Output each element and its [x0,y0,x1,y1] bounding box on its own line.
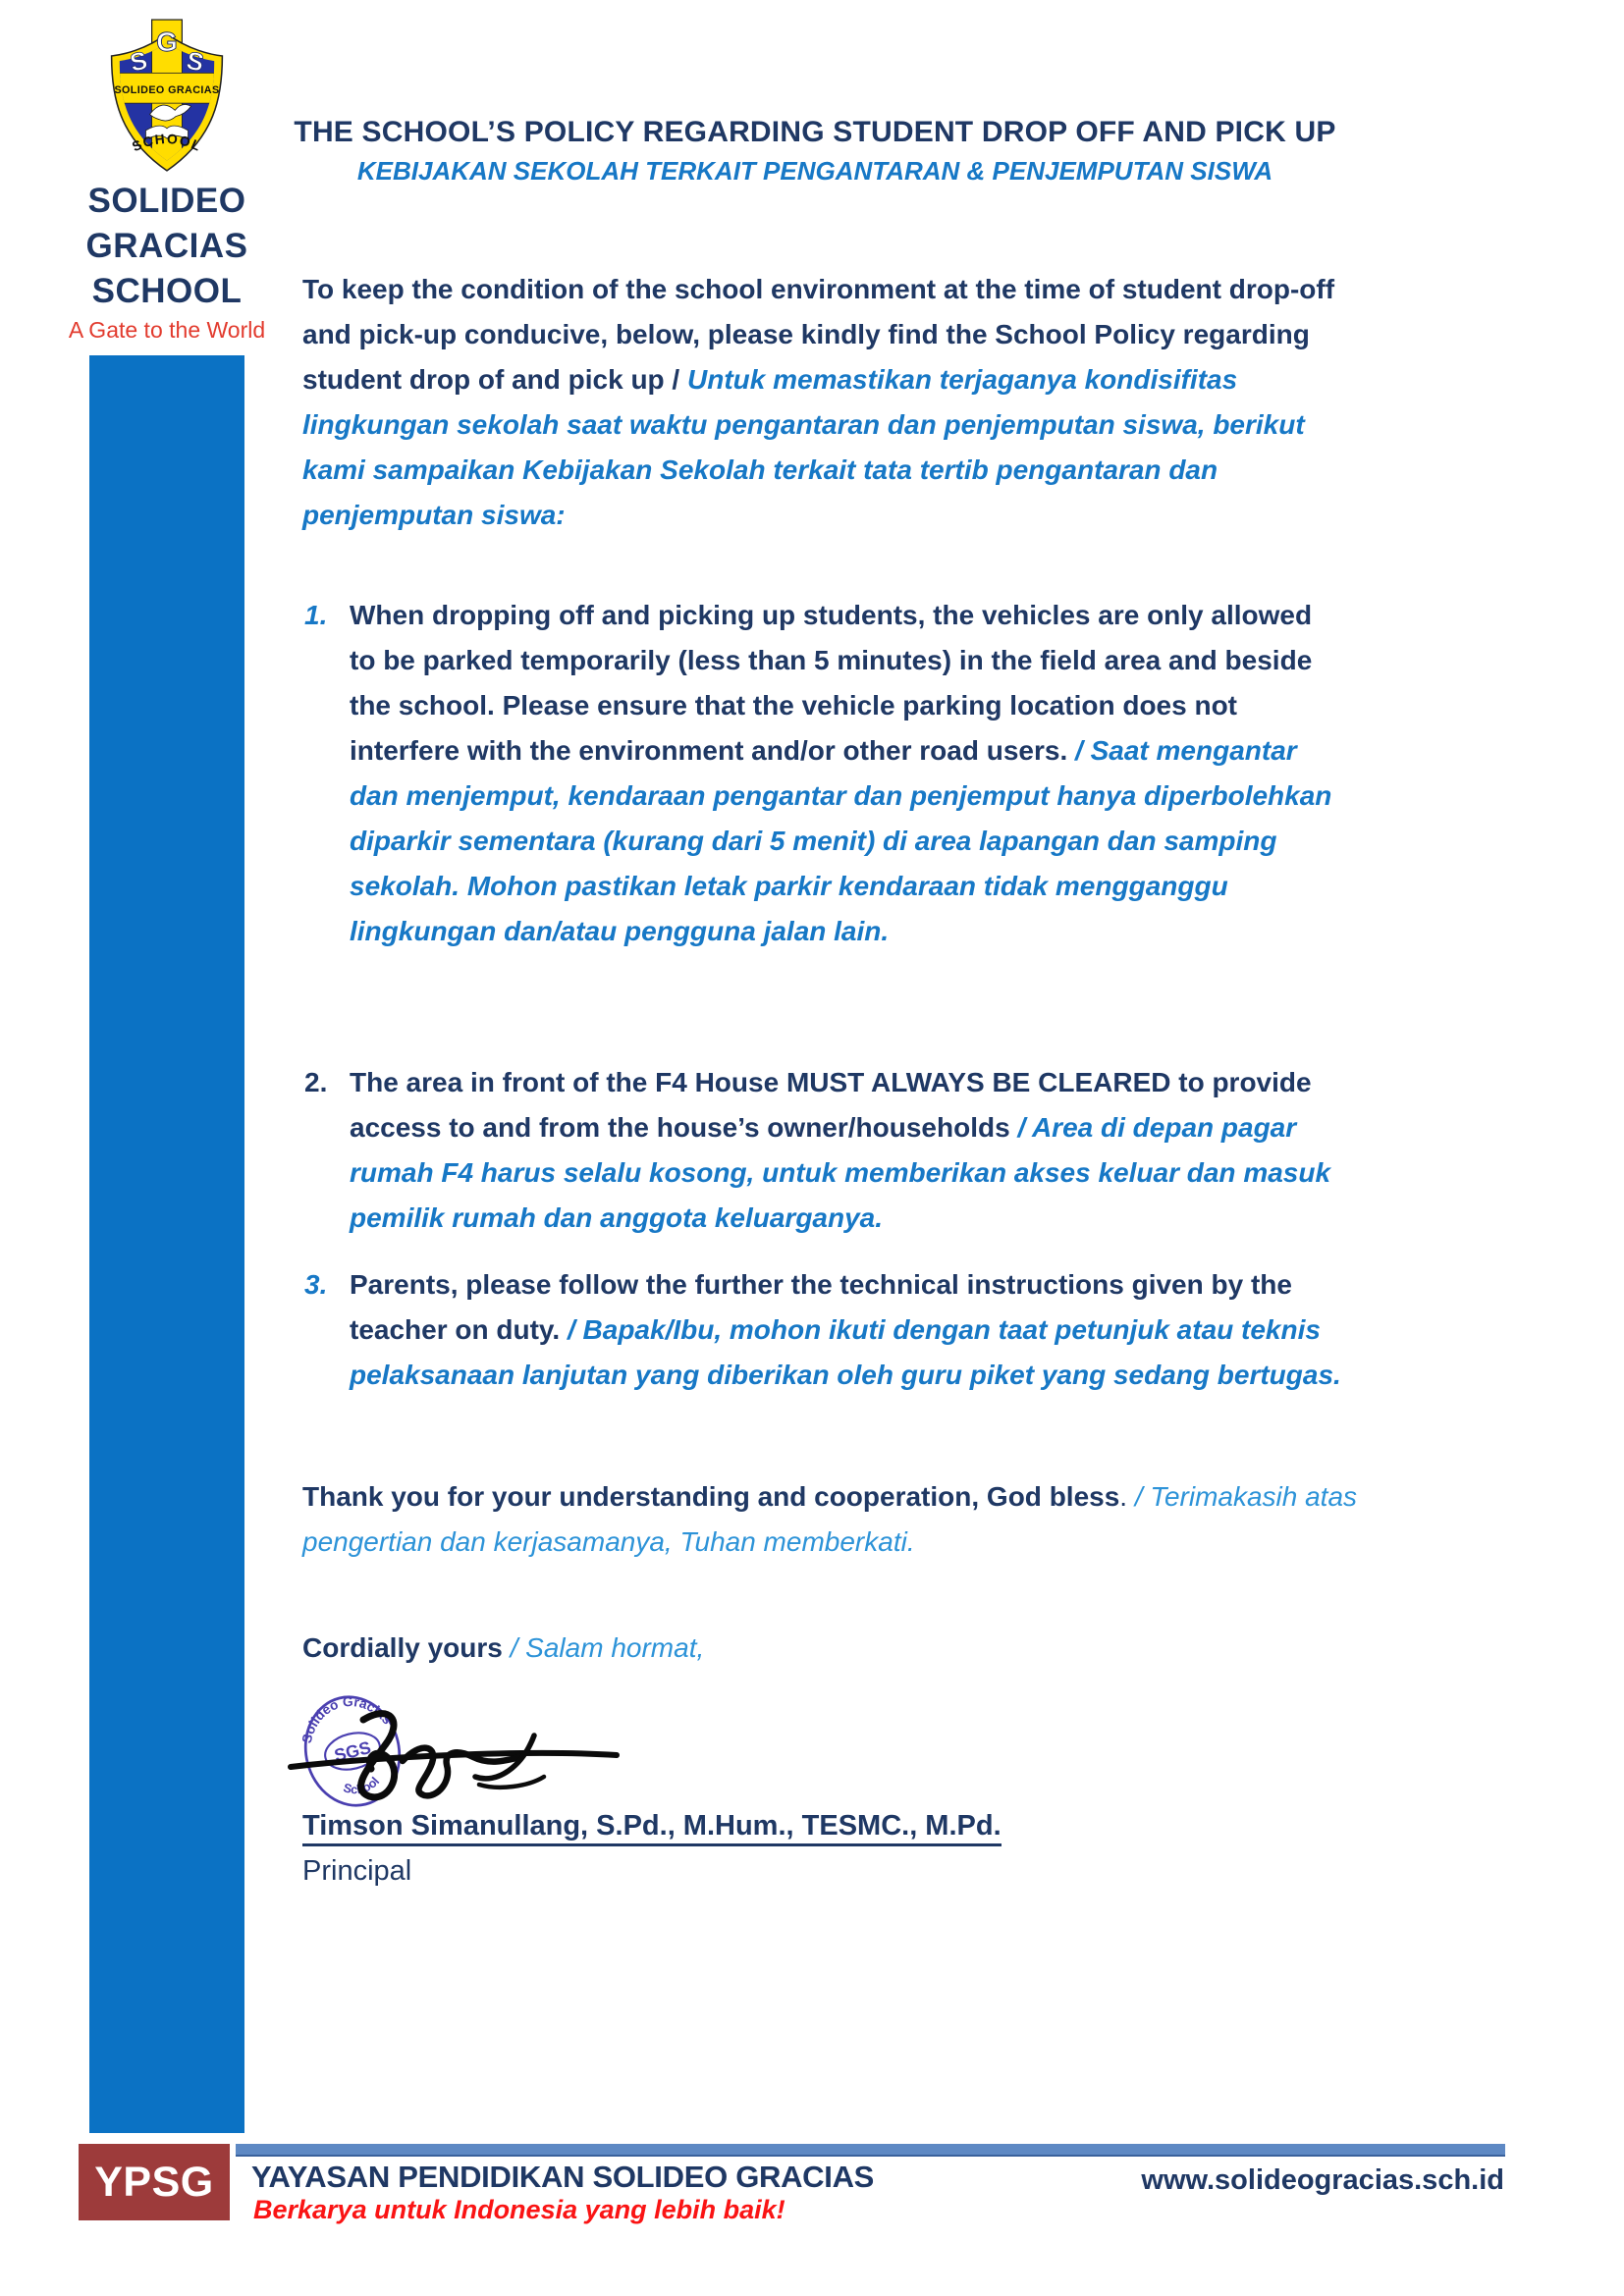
school-tagline: A Gate to the World [68,317,266,343]
closing-indonesian: Terimakasih atas pengertian dan kerjasamanya, Tuhan memberkati. [302,1481,1358,1557]
crest-band-text: SOLIDEO GRACIAS [114,83,220,96]
foundation-name: YAYASAN PENDIDIKAN SOLIDEO GRACIAS [251,2160,875,2194]
left-accent-bar [89,355,244,2133]
item-1-english: When dropping off and picking up students, the vehicles are only allowed to be parked temporarily (less than 5 minutes) in the field area and beside the school. Please ensure that the vehicle parking location does not interfere with the environment and/or other road users. [350,600,1313,766]
item-2-english: The area in front of the F4 House MUST ALWAYS BE CLEARED to provide access to and from the house’s owner/households [350,1067,1312,1143]
intro-indonesian: Untuk memastikan terjaganya kondisifitas lingkungan sekolah saat waktu pengantaran dan penjemputan siswa, berikut kami sampaikan Kebijakan Sekolah terkait tata tertib pengantaran dan penjemputan siswa: [302,364,1305,530]
closing-paragraph [302,1474,1358,1565]
document-subtitle: KEBIJAKAN SEKOLAH TERKAIT PENGANTARAN & PENJEMPUTAN SISWA [356,156,1273,186]
item-3-number: 3. [304,1269,328,1300]
item-2-number: 2. [304,1067,328,1097]
item-2-indonesian: / Area di depan pagar rumah F4 harus selalu kosong, untuk memberikan akses keluar dan masuk pemilik rumah dan anggota keluarganya. [350,1112,1331,1233]
school-name-line-1: SOLIDEO [87,182,246,220]
item-3-indonesian: / Bapak/Ibu, mohon ikuti dengan taat petunjuk atau teknis pelaksanaan lanjutan yang diberikan oleh guru piket yang sedang bertugas. [350,1314,1341,1390]
document-title: THE SCHOOL’S POLICY REGARDING STUDENT DROP OFF AND PICK UP [294,116,1336,148]
footer-accent-bar [236,2144,1505,2157]
closing-english: Thank you for your understanding and cooperation, God bless [302,1481,1120,1512]
intro-english: To keep the condition of the school environment at the time of student drop-off and pick-up conducive, below, please kindly find the School Policy regarding student drop of and pick up / [302,274,1335,395]
policy-item-1 [302,593,1345,954]
stamp-bottom-text: School [342,1774,383,1797]
intro-paragraph [302,267,1345,538]
item-1-indonesian: / Saat mengantar dan menjemput, kendaraan pengantar dan penjemput hanya diperbolehkan diparkir sementara (kurang dari 5 menit) di area lapangan dan samping sekolah. Mohon pastikan letak parkir kendaraan tidak mengganggu lingkungan dan/atau pengguna jalan lain. [350,735,1332,946]
signoff-indonesian: / Salam hormat, [502,1632,705,1663]
signature-icon [287,1698,621,1814]
signatory-title: Principal [302,1855,412,1887]
policy-item-2 [302,1060,1345,1241]
signoff-line [302,1626,1345,1671]
school-name-line-3: SCHOOL [91,272,243,310]
item-1-number: 1. [304,600,328,630]
closing-period: . [1119,1481,1128,1512]
policy-item-3 [302,1262,1345,1398]
ypsg-logo: YPSG [79,2144,230,2220]
crest-letter-s-right: S [184,46,206,78]
signoff-english: Cordially yours [302,1632,503,1663]
crest-letter-g: G [156,26,178,57]
school-name [20,179,314,314]
crest-school-text: SCHOOL [129,130,205,155]
stamp-top-text: Solideo Gracias [298,1693,396,1745]
stamp-center-text: SGS [332,1737,373,1766]
principal-signature [287,1698,621,1814]
crest-letter-s-left: S [128,46,150,78]
website-url[interactable]: www.solideogracias.sch.id [1141,2164,1504,2196]
item-3-english: Parents, please follow the further the technical instructions given by the teacher on duty. [350,1269,1292,1345]
school-name-line-2: GRACIAS [85,227,248,265]
foundation-slogan: Berkarya untuk Indonesia yang lebih baik! [253,2195,785,2224]
signatory-name: Timson Simanullang, S.Pd., M.Hum., TESMC., M.Pd. [302,1810,1001,1846]
closing-slash: / [1127,1481,1151,1512]
crest-icon [98,18,236,177]
school-crest-logo [98,18,236,177]
